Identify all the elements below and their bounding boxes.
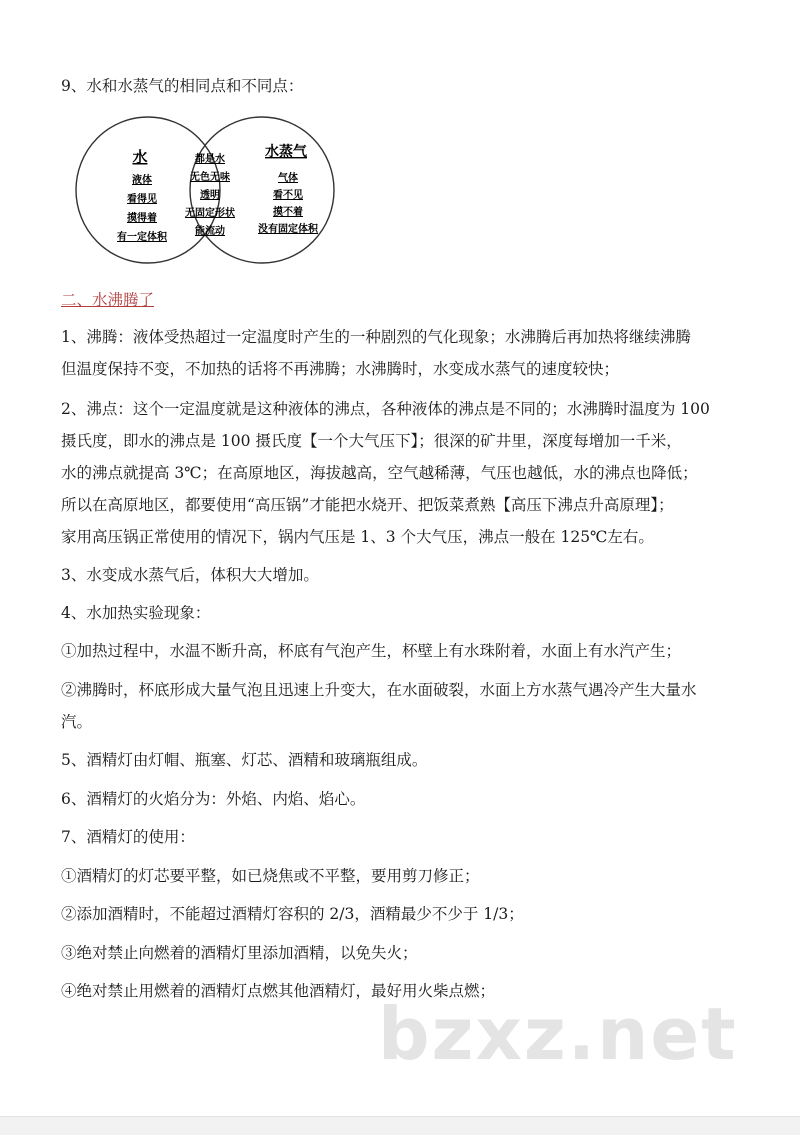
paragraph-line: 家用高压锅正常使用的情况下，锅内气压是 1、3 个大气压，沸点一般在 125℃左右。 [61,528,654,546]
paragraph-line: ④绝对禁止用燃着的酒精灯点燃其他酒精灯，最好用火柴点燃； [61,982,496,1000]
paragraph-line: 1、沸腾：液体受热超过一定温度时产生的一种剧烈的气化现象；水沸腾后再加热将继续沸腾 [61,328,691,346]
paragraph-line: ②沸腾时，杯底形成大量气泡且迅速上升变大，在水面破裂，水面上方水蒸气遇冷产生大量水 [61,681,697,699]
venn-right-item: 看不见 [273,190,303,201]
page-bottom-strip [0,1116,800,1135]
venn-left-item: 液体 [132,175,152,186]
paragraph-line: 所以在高原地区，都要使用“高压锅”才能把水烧开、把饭菜煮熟【高压下沸点升高原理】； [61,496,674,514]
paragraph-line: 水的沸点就提高 3℃；在高原地区，海拔越高，空气越稀薄，气压也越低，水的沸点也降低； [61,464,698,482]
venn-common-item: 能流动 [195,226,225,237]
paragraph-line: 3、水变成水蒸气后，体积大大增加。 [61,566,319,584]
paragraph-line: ③绝对禁止向燃着的酒精灯里添加酒精，以免失火； [61,944,418,962]
venn-diagram [62,110,350,270]
venn-left-item: 看得见 [127,194,157,205]
venn-common-item: 无色无味 [190,172,230,183]
paragraph-line: 6、酒精灯的火焰分为：外焰、内焰、焰心。 [61,790,366,808]
paragraph-line: ①酒精灯的灯芯要平整，如已烧焦或不平整，要用剪刀修正； [61,867,480,885]
venn-common-item: 透明 [200,190,220,201]
paragraph-line: 摄氏度，即水的沸点是 100 摄氏度【一个大气压下】；很深的矿井里，深度每增加一千米， [61,432,682,450]
paragraph-line: 2、沸点：这个一定温度就是这种液体的沸点，各种液体的沸点是不同的；水沸腾时温度为 100 [61,400,710,418]
venn-right-item: 摸不着 [273,207,303,218]
venn-right-item: 气体 [278,173,298,184]
paragraph-line: 5、酒精灯由灯帽、瓶塞、灯芯、酒精和玻璃瓶组成。 [61,751,428,769]
venn-common-item: 无固定形状 [185,208,235,219]
paragraph-line: 汽。 [61,713,93,731]
paragraph-line: ②添加酒精时，不能超过酒精灯容积的 2/3，酒精最少不少于 1/3； [61,905,524,923]
venn-left-item: 有一定体积 [117,232,167,243]
section-heading: 二、水沸腾了 [61,291,155,309]
venn-left-item: 摸得着 [127,213,157,224]
paragraph-line: ①加热过程中，水温不断升高，杯底有气泡产生，杯壁上有水珠附着，水面上有水汽产生； [61,642,682,660]
paragraph-line: 4、水加热实验现象： [61,604,211,622]
venn-common-item: 都是水 [195,154,225,165]
venn-left-title: 水 [132,148,148,166]
question-9: 9、水和水蒸气的相同点和不同点： [61,77,304,95]
venn-right-item: 没有固定体积 [258,224,318,235]
watermark: bzxz.net [378,992,738,1076]
paragraph-line: 但温度保持不变，不加热的话将不再沸腾；水沸腾时，水变成水蒸气的速度较快； [61,360,620,378]
venn-right-title: 水蒸气 [265,144,307,160]
paragraph-line: 7、酒精灯的使用： [61,828,195,846]
